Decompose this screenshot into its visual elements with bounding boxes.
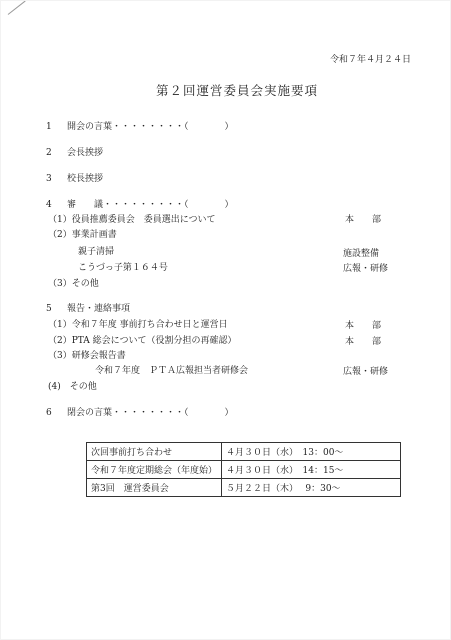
schedule-datetime: ５月２２日（木） 9：30～	[222, 479, 401, 497]
item-1-text: 開会の言葉・・・・・・・・（ ）	[67, 122, 234, 132]
deliberation-sub1-dept: 本 部	[345, 215, 382, 225]
report-sub3a-dept: 広報・研修	[343, 367, 389, 377]
schedule-datetime: ４月３０日（水） 14：15～	[222, 461, 401, 479]
item-1-number: 1	[46, 122, 52, 132]
deliberation-sub2a-dept: 施設整備	[343, 249, 380, 259]
schedule-datetime: ４月３０日（水） 13：00～	[222, 443, 401, 461]
deliberation-sub3: （3）その他	[48, 279, 99, 289]
item-4-number: 4	[46, 200, 52, 210]
item-3-text: 校長挨拶	[67, 174, 104, 184]
report-sub2: （2）PTA 総会について（役割分担の再確認）	[48, 336, 237, 346]
document-date: 令和７年４月２４日	[330, 55, 412, 65]
schedule-table	[86, 442, 401, 497]
report-sub3a: 令和７年度 ＰＴＡ広報担当者研修会	[95, 366, 249, 376]
document-title: 第２回運営委員会実施要項	[156, 83, 319, 98]
report-sub2-dept: 本 部	[345, 337, 382, 347]
report-sub4: (4) その他	[48, 382, 97, 392]
deliberation-sub1: （1）役員推薦委員会 委員選出について	[48, 215, 216, 225]
table-row	[87, 443, 401, 461]
item-5-text: 報告・連絡事項	[67, 304, 131, 314]
report-sub1-dept: 本 部	[345, 321, 382, 331]
table-row	[87, 479, 401, 497]
report-sub3: （3）研修会報告書	[48, 351, 126, 361]
deliberation-sub2a: 親子清掃	[78, 247, 115, 257]
item-2-number: 2	[46, 148, 52, 158]
schedule-event: 次回事前打ち合わせ	[87, 443, 222, 461]
schedule-event: 第3回 運営委員会	[87, 479, 222, 497]
item-6-text: 閉会の言葉・・・・・・・・（ ）	[67, 408, 234, 418]
deliberation-sub2b: こうづっ子第１６４号	[78, 263, 168, 273]
table-row	[87, 461, 401, 479]
deliberation-sub2: （2）事業計画書	[48, 230, 117, 240]
item-4-text: 審 議・・・・・・・・・（ ）	[67, 200, 234, 210]
report-sub1: （1）令和７年度 事前打ち合わせ日と運営日	[48, 320, 228, 330]
scan-mark	[8, 1, 26, 15]
schedule-event: 令和７年度定期総会（年度始）	[87, 461, 222, 479]
item-2-text: 会長挨拶	[67, 148, 104, 158]
item-6-number: 6	[46, 408, 52, 418]
item-3-number: 3	[46, 174, 52, 184]
item-5-number: 5	[46, 304, 52, 314]
deliberation-sub2b-dept: 広報・研修	[343, 264, 389, 274]
